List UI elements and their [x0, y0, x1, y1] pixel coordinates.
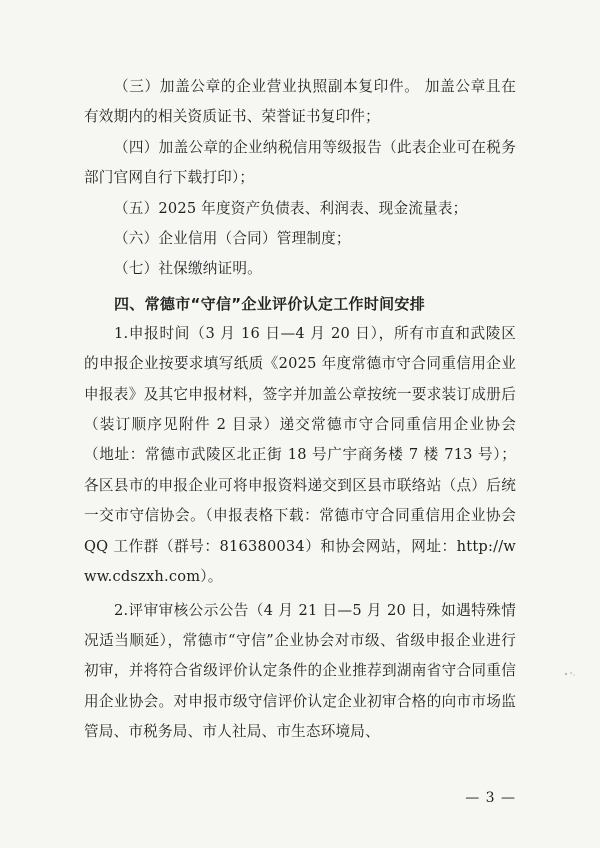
paragraph-credit-management: （六）企业信用（合同）管理制度；	[114, 230, 351, 248]
page-number: — 3 —	[465, 790, 516, 806]
paragraph-business-license: （三）加盖公章的企业营业执照副本复印件。 加盖公章且在有效期内的相关资质证书、荣誉证书复印件；	[84, 78, 516, 126]
section-heading: 四、常德市“守信”企业评价认定工作时间安排	[114, 294, 426, 313]
paragraph-financial-statements: （五）2025 年度资产负债表、利润表、现金流量表；	[114, 199, 468, 217]
paragraph-tax-credit-report: （四）加盖公章的企业纳税信用等级报告（此表企业可在税务部门官网自行下载打印）；	[84, 138, 516, 187]
paragraph-application-time: 1.申报时间（3 月 16 日—4 月 20 日），所有市直和武陵区的申报企业按要求填写纸质《2025 年度常德市守合同重信用企业申报表》及其它申报材料，签字并加盖公章按统一要求装订成册后（装订顺序见附件 2 目录）递交常德市守合同重信用企业协会（地址：常德市武陵区北正街 18 号广宇商务楼 7 楼 713 号）；各区县市的申报企业可将申报资料递交到区县市联络站（点）后统一交市守信协会。（申报表格下载：常德市守合同重信用企业协会 QQ 工作群（群号：816380034）和协会网站，网址：http://www.cdszxh.com）。	[84, 324, 516, 586]
document-body	[84, 72, 516, 748]
paragraph-review-publicity: 2.评审审核公示公告（4 月 21 日—5 月 20 日，如遇特殊情况适当顺延），常德市“守信”企业协会对市级、省级申报企业进行初审，并将符合省级评价认定条件的企业推荐到湖南省守合同重信用企业协会。对申报市级守信评价认定企业初审合格的向市市场监管局、市税务局、市人社局、市生态环境局、	[84, 601, 516, 741]
scan-speck-mark	[563, 670, 577, 678]
paragraph-social-security: （七）社保缴纳证明。	[114, 260, 262, 278]
